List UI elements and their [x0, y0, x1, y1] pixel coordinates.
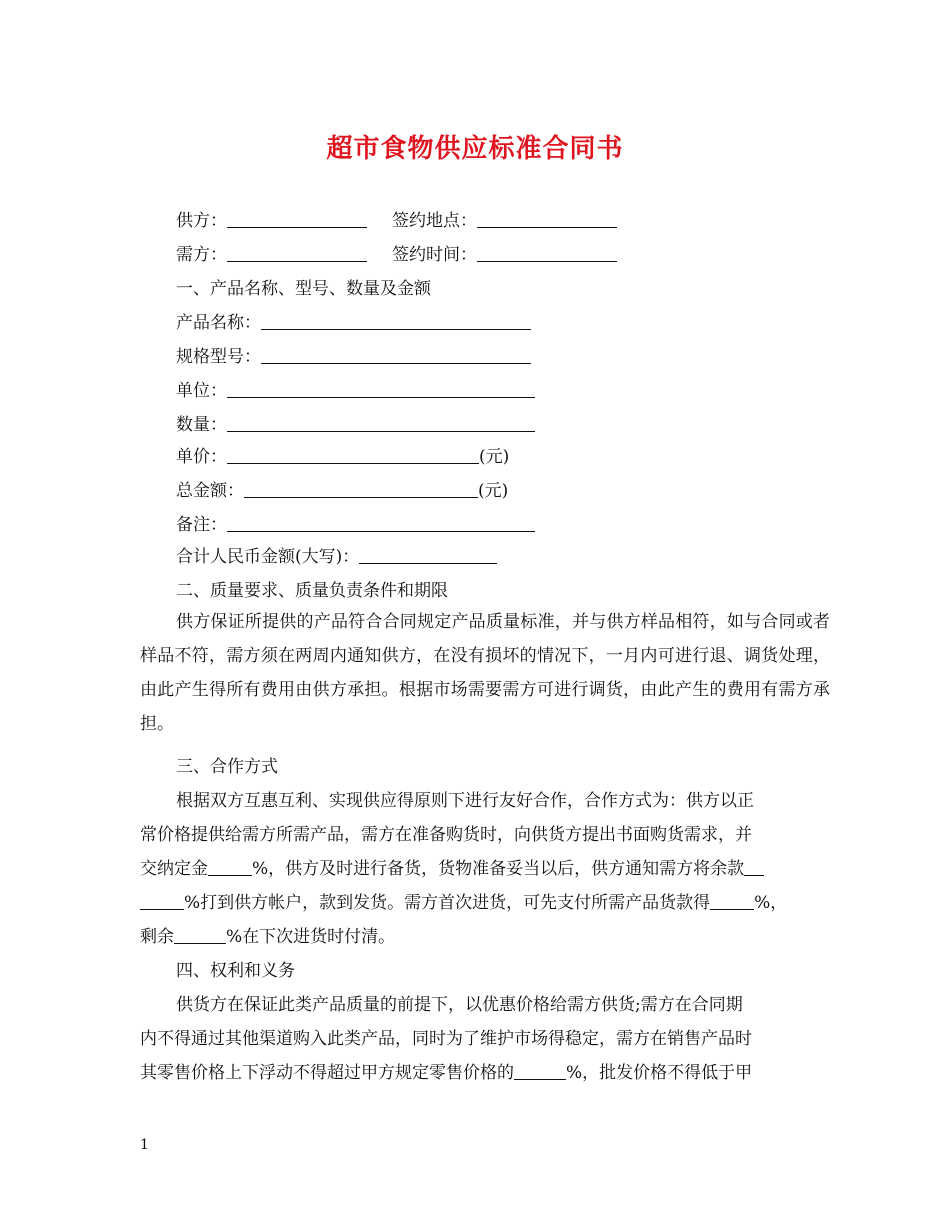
section3-line1: 根据双方互惠互利、实现供应得原则下进行友好合作，合作方式为：供方以正 [176, 791, 754, 811]
buyer-row [176, 244, 367, 266]
balance-blank-start [744, 859, 764, 876]
remaining-label: 剩余 [140, 927, 174, 947]
section3-line5 [140, 926, 395, 948]
spec-model-blank [261, 347, 531, 364]
remaining-text: %在下次进货时付清。 [226, 927, 396, 947]
section1-heading: 一、产品名称、型号、数量及金额 [176, 279, 431, 299]
total-rmb-row [176, 546, 497, 568]
deposit-label: 交纳定金 [140, 859, 208, 879]
remarks-row [176, 514, 535, 536]
section3-line4 [140, 892, 787, 914]
balance-text: %打到供方帐户，款到发货。需方首次进货，可先支付所需产品货款得 [184, 893, 711, 913]
unit-label: 单位： [176, 381, 227, 401]
balance-percent-blank [140, 893, 184, 910]
sign-place-row [392, 210, 617, 232]
remarks-label: 备注： [176, 515, 227, 535]
section3-heading: 三、合作方式 [176, 757, 278, 777]
unit-price-label: 单价： [176, 447, 227, 467]
supplier-blank [227, 211, 367, 228]
product-name-row [176, 312, 531, 334]
section2-heading: 二、质量要求、质量负责条件和期限 [176, 581, 448, 601]
quantity-blank [227, 415, 535, 432]
unit-price-row [176, 446, 509, 468]
page-number: 1 [140, 1137, 149, 1153]
section4-line1: 供货方在保证此类产品质量的前提下，以优惠价格给需方供货;需方在合同期 [176, 995, 743, 1015]
first-payment-suffix: %， [754, 893, 788, 913]
sign-time-row [392, 244, 617, 266]
unit-price-suffix: (元) [479, 447, 510, 467]
spec-model-label: 规格型号： [176, 347, 261, 367]
remaining-percent-blank [174, 927, 226, 944]
section4-heading: 四、权利和义务 [176, 961, 295, 981]
buyer-label: 需方： [176, 245, 227, 265]
product-name-blank [261, 313, 531, 330]
product-name-label: 产品名称： [176, 313, 261, 333]
remarks-blank [227, 515, 535, 532]
sign-place-blank [477, 211, 617, 228]
supplier-row [176, 210, 367, 232]
unit-row [176, 380, 535, 402]
total-amount-suffix: (元) [478, 481, 509, 501]
total-rmb-blank [359, 547, 497, 564]
page-title: 超市食物供应标准合同书 [326, 134, 624, 164]
total-amount-label: 总金额： [176, 481, 244, 501]
wholesale-text: %，批发价格不得低于甲 [566, 1063, 753, 1083]
sign-time-blank [477, 245, 617, 262]
retail-price-text: 其零售价格上下浮动不得超过甲方规定零售价格的 [140, 1063, 514, 1083]
total-amount-row [176, 480, 508, 502]
retail-percent-blank [514, 1063, 566, 1080]
sign-time-label: 签约时间： [392, 245, 477, 265]
section4-line2: 内不得通过其他渠道购入此类产品，同时为了维护市场得稳定，需方在销售产品时 [140, 1029, 752, 1049]
section3-line3 [140, 858, 764, 880]
supplier-label: 供方： [176, 211, 227, 231]
quantity-label: 数量： [176, 415, 227, 435]
deposit-text: %，供方及时进行备货，货物准备妥当以后，供方通知需方将余款 [252, 859, 745, 879]
spec-model-row [176, 346, 531, 368]
unit-blank [227, 381, 535, 398]
total-rmb-label: 合计人民币金额(大写)： [176, 547, 360, 567]
quantity-row [176, 414, 535, 436]
first-payment-blank [710, 893, 754, 910]
sign-place-label: 签约地点： [392, 211, 477, 231]
total-amount-blank [244, 481, 478, 498]
section3-line2: 常价格提供给需方所需产品，需方在准备购货时，向供货方提出书面购货需求，并 [140, 825, 752, 845]
deposit-percent-blank [208, 859, 252, 876]
unit-price-blank [227, 447, 479, 464]
section2-body: 供方保证所提供的产品符合合同规定产品质量标准，并与供方样品相符，如与合同或者样品不符，需方须在两周内通知供方，在没有损坏的情况下，一月内可进行退、调货处理，由此产生得所有费用由供方承担。根据市场需要需方可进行调货，由此产生的费用有需方承担。 [140, 612, 830, 734]
buyer-blank [227, 245, 367, 262]
section4-line3 [140, 1062, 752, 1084]
